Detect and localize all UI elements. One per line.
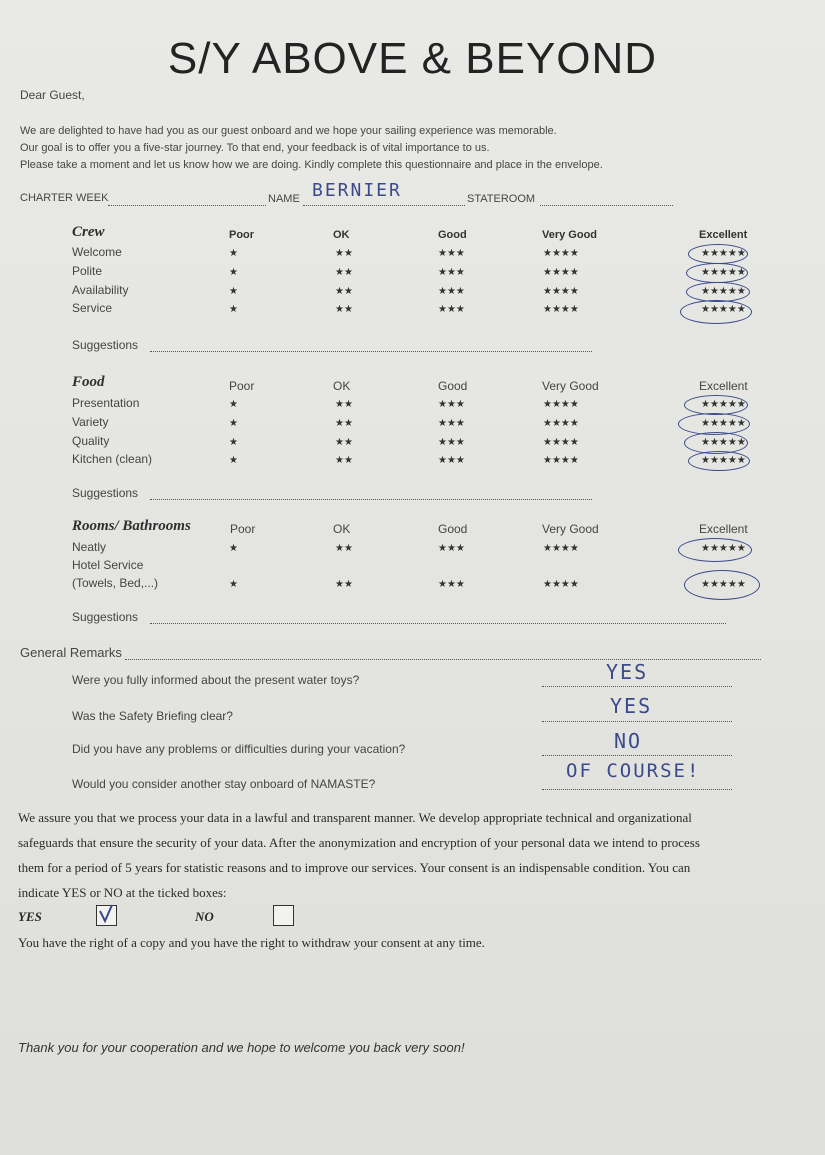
rooms-neatly-excellent[interactable]: ★★★★★ [701, 543, 746, 554]
rooms-header-very-good: Very Good [542, 522, 599, 536]
crew-availability-excellent[interactable]: ★★★★★ [701, 286, 746, 297]
answer-another-stay-field[interactable] [542, 789, 732, 790]
answer-problems-field[interactable] [542, 755, 732, 756]
food-variety-good[interactable]: ★★★ [438, 418, 465, 429]
crew-availability-good[interactable]: ★★★ [438, 286, 465, 297]
rooms-header-poor: Poor [230, 522, 256, 536]
food-quality-ok[interactable]: ★★ [335, 437, 353, 448]
food-suggestions-label: Suggestions [72, 486, 139, 500]
food-heading: Food [72, 374, 105, 390]
crew-polite-ok[interactable]: ★★ [335, 267, 353, 278]
food-header-ok: OK [333, 379, 351, 393]
rooms-neatly-circle [678, 538, 752, 562]
crew-service-excellent[interactable]: ★★★★★ [701, 304, 746, 315]
answer-water-toys-field[interactable] [542, 686, 732, 687]
crew-header-poor: Poor [229, 229, 255, 241]
crew-service-good[interactable]: ★★★ [438, 304, 465, 315]
crew-availability-poor[interactable]: ★ [229, 286, 238, 297]
crew-welcome-ok[interactable]: ★★ [335, 248, 353, 259]
rooms-neatly-ok[interactable]: ★★ [335, 543, 353, 554]
food-presentation-excellent[interactable]: ★★★★★ [701, 399, 746, 410]
answer-another-stay: OF COURSE! [566, 760, 701, 782]
answer-water-toys: YES [606, 660, 649, 684]
consent-yes-checkbox[interactable] [96, 905, 117, 926]
rooms-service-ok[interactable]: ★★ [335, 579, 353, 590]
crew-service-very-good[interactable]: ★★★★ [543, 304, 579, 315]
food-kitchen-poor[interactable]: ★ [229, 455, 238, 466]
question-another-stay: Would you consider another stay onboard of NAMASTE? [72, 777, 376, 791]
crew-header-very-good: Very Good [542, 229, 598, 241]
crew-heading: Crew [72, 224, 105, 240]
rooms-service-good[interactable]: ★★★ [438, 579, 465, 590]
rooms-item-towels-bed: (Towels, Bed,...) [72, 576, 159, 590]
general-remarks-label: General Remarks [20, 645, 122, 660]
crew-availability-circle [686, 282, 750, 302]
rooms-service-excellent[interactable]: ★★★★★ [701, 579, 746, 590]
crew-polite-very-good[interactable]: ★★★★ [543, 267, 579, 278]
crew-polite-poor[interactable]: ★ [229, 267, 238, 278]
crew-item-polite: Polite [72, 264, 103, 278]
charter-week-label: CHARTER WEEK [20, 192, 109, 204]
food-presentation-very-good[interactable]: ★★★★ [543, 399, 579, 410]
crew-service-ok[interactable]: ★★ [335, 304, 353, 315]
crew-header-good: Good [438, 229, 467, 241]
rooms-item-hotel-service: Hotel Service [72, 558, 144, 572]
charter-week-field[interactable] [108, 205, 266, 206]
name-handwritten: BERNIER [312, 180, 402, 201]
food-item-presentation: Presentation [72, 396, 140, 410]
privacy-line-3: them for a period of 5 years for statistic reasons and to improve our services. Your consent is an indispensable condition. You can [18, 860, 691, 875]
crew-welcome-good[interactable]: ★★★ [438, 248, 465, 259]
crew-availability-ok[interactable]: ★★ [335, 286, 353, 297]
question-problems: Did you have any problems or difficulties during your vacation? [72, 742, 406, 756]
privacy-line-2: safeguards that ensure the security of your data. After the anonymization and encryption of your personal data we intend to process [18, 835, 700, 850]
food-presentation-ok[interactable]: ★★ [335, 399, 353, 410]
rooms-suggestions-field[interactable] [150, 623, 726, 624]
food-item-quality: Quality [72, 434, 110, 448]
food-variety-poor[interactable]: ★ [229, 418, 238, 429]
crew-item-availability: Availability [72, 283, 129, 297]
food-presentation-poor[interactable]: ★ [229, 399, 238, 410]
rooms-service-circle [684, 570, 760, 600]
consent-no-checkbox[interactable] [273, 905, 294, 926]
crew-polite-excellent[interactable]: ★★★★★ [701, 267, 746, 278]
intro-line-1: We are delighted to have had you as our guest onboard and we hope your sailing experience was memorable. [20, 125, 557, 137]
food-item-variety: Variety [72, 415, 109, 429]
rooms-header-ok: OK [333, 522, 351, 536]
crew-welcome-circle [688, 244, 748, 264]
food-kitchen-excellent[interactable]: ★★★★★ [701, 455, 746, 466]
food-variety-very-good[interactable]: ★★★★ [543, 418, 579, 429]
crew-header-excellent: Excellent [699, 229, 748, 241]
crew-service-circle [680, 300, 752, 324]
rooms-header-good: Good [438, 522, 468, 536]
food-presentation-circle [684, 395, 748, 415]
food-quality-very-good[interactable]: ★★★★ [543, 437, 579, 448]
crew-welcome-very-good[interactable]: ★★★★ [543, 248, 579, 259]
food-quality-excellent[interactable]: ★★★★★ [701, 437, 746, 448]
food-presentation-good[interactable]: ★★★ [438, 399, 465, 410]
crew-item-welcome: Welcome [72, 245, 122, 259]
stateroom-label: STATEROOM [467, 193, 536, 205]
crew-suggestions-field[interactable] [150, 351, 592, 352]
answer-safety-briefing-field[interactable] [542, 721, 732, 722]
intro-line-3: Please take a moment and let us know how we are doing. Kindly complete this questionnaire and place in the envelope. [20, 159, 603, 171]
privacy-line-4: indicate YES or NO at the ticked boxes: [18, 885, 227, 900]
rooms-service-poor[interactable]: ★ [229, 579, 238, 590]
crew-welcome-poor[interactable]: ★ [229, 248, 238, 259]
check-icon [96, 903, 118, 925]
food-header-excellent: Excellent [699, 379, 748, 393]
food-variety-ok[interactable]: ★★ [335, 418, 353, 429]
intro-line-2: Our goal is to offer you a five-star journey. To that end, your feedback is of vital importance to us. [20, 142, 490, 154]
rooms-service-very-good[interactable]: ★★★★ [543, 579, 579, 590]
crew-suggestions-label: Suggestions [72, 338, 139, 352]
crew-service-poor[interactable]: ★ [229, 304, 238, 315]
food-quality-good[interactable]: ★★★ [438, 437, 465, 448]
crew-availability-very-good[interactable]: ★★★★ [543, 286, 579, 297]
crew-polite-circle [686, 263, 748, 283]
rooms-neatly-very-good[interactable]: ★★★★ [543, 543, 579, 554]
crew-header-ok: OK [333, 229, 350, 241]
crew-polite-good[interactable]: ★★★ [438, 267, 465, 278]
food-kitchen-ok[interactable]: ★★ [335, 455, 353, 466]
answer-problems: NO [614, 729, 643, 753]
food-item-kitchen: Kitchen (clean) [72, 452, 153, 466]
closing-message: Thank you for your cooperation and we hope to welcome you back very soon! [18, 1040, 465, 1055]
rooms-neatly-poor[interactable]: ★ [229, 543, 238, 554]
crew-item-service: Service [72, 301, 113, 315]
food-variety-excellent[interactable]: ★★★★★ [701, 418, 746, 429]
food-quality-poor[interactable]: ★ [229, 437, 238, 448]
name-label: NAME [268, 193, 300, 205]
name-field[interactable] [303, 205, 465, 206]
rooms-item-neatly: Neatly [72, 540, 107, 554]
food-kitchen-very-good[interactable]: ★★★★ [543, 455, 579, 466]
rooms-neatly-good[interactable]: ★★★ [438, 543, 465, 554]
rooms-header-excellent: Excellent [699, 522, 748, 536]
food-header-poor: Poor [229, 379, 255, 393]
food-kitchen-circle [688, 451, 750, 471]
consent-no-label: NO [195, 909, 214, 924]
privacy-line-1: We assure you that we process your data in a lawful and transparent manner. We develop appropriate technical and organizational [18, 810, 692, 825]
rooms-heading: Rooms/ Bathrooms [72, 518, 191, 534]
food-suggestions-field[interactable] [150, 499, 592, 500]
question-water-toys: Were you fully informed about the present water toys? [72, 673, 360, 687]
answer-safety-briefing: YES [610, 694, 653, 718]
privacy-rights: You have the right of a copy and you have the right to withdraw your consent at any time. [18, 935, 485, 950]
crew-welcome-excellent[interactable]: ★★★★★ [701, 248, 746, 259]
question-safety-briefing: Was the Safety Briefing clear? [72, 709, 233, 723]
food-kitchen-good[interactable]: ★★★ [438, 455, 465, 466]
stateroom-field[interactable] [540, 205, 673, 206]
general-remarks-field[interactable] [125, 659, 761, 660]
consent-yes-label: YES [18, 909, 42, 924]
food-header-good: Good [438, 379, 468, 393]
form-title: S/Y ABOVE & BEYOND [167, 34, 658, 83]
food-header-very-good: Very Good [542, 379, 599, 393]
greeting: Dear Guest, [20, 88, 85, 102]
rooms-suggestions-label: Suggestions [72, 610, 139, 624]
